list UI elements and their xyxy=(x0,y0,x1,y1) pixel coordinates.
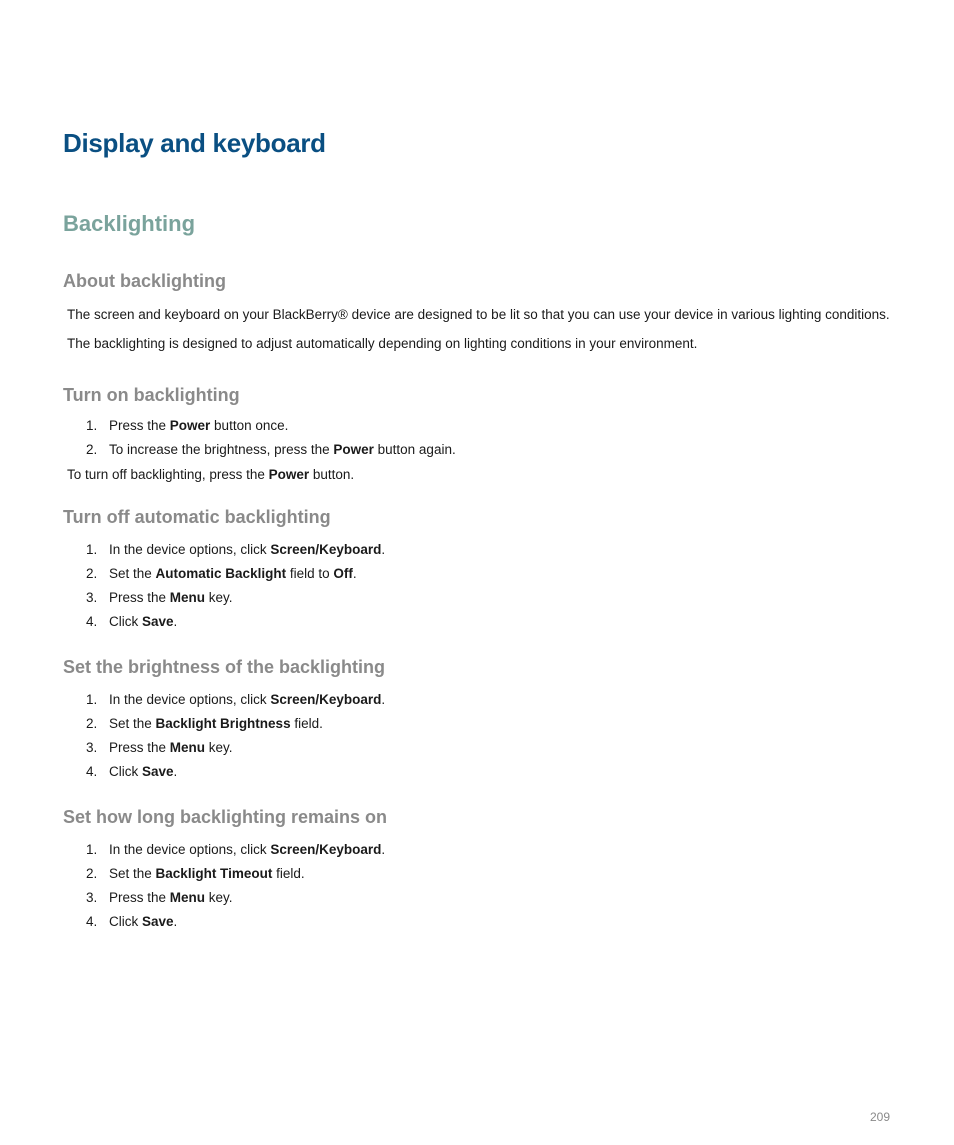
note-text-end: button. xyxy=(309,467,355,482)
step-text: . xyxy=(173,914,178,929)
step-item xyxy=(86,538,385,562)
step-number: 3. xyxy=(86,740,98,755)
step-bold: Off xyxy=(333,566,353,581)
step-number: 1. xyxy=(86,542,98,557)
step-item xyxy=(86,760,385,784)
step-text: Click xyxy=(109,614,142,629)
step-item xyxy=(86,688,385,712)
step-bold: Save xyxy=(142,614,174,629)
step-text: Set the xyxy=(109,566,156,581)
step-bold: Menu xyxy=(169,740,206,755)
step-text: . xyxy=(173,614,178,629)
step-text: Press the xyxy=(109,740,170,755)
page-title: Display and keyboard xyxy=(63,128,326,158)
step-text: Set the xyxy=(109,866,156,881)
step-number: 3. xyxy=(86,890,98,905)
step-item xyxy=(86,838,385,862)
brightness-steps xyxy=(86,688,385,784)
step-text: In the device options, click xyxy=(109,842,271,857)
step-text: . xyxy=(381,542,386,557)
step-text: Press the xyxy=(109,590,170,605)
step-text: field. xyxy=(272,866,305,881)
step-text: Click xyxy=(109,764,142,779)
timeout-heading: Set how long backlighting remains on xyxy=(63,807,388,827)
about-heading: About backlighting xyxy=(63,271,226,291)
turn-on-steps xyxy=(86,414,456,462)
step-text: In the device options, click xyxy=(109,692,271,707)
step-text: To increase the brightness, press the xyxy=(109,442,334,457)
brightness-heading: Set the brightness of the backlighting xyxy=(63,657,386,677)
step-number: 2. xyxy=(86,566,98,581)
step-text: Press the xyxy=(109,890,170,905)
step-text: field. xyxy=(290,716,323,731)
step-item xyxy=(86,886,385,910)
step-number: 2. xyxy=(86,716,98,731)
step-text: button again. xyxy=(373,442,456,457)
step-text: In the device options, click xyxy=(109,542,271,557)
step-item xyxy=(86,610,385,634)
step-text: . xyxy=(381,692,386,707)
note-text: To turn off backlighting, press the xyxy=(67,467,269,482)
step-bold: Backlight Brightness xyxy=(155,716,291,731)
step-bold: Power xyxy=(169,418,211,433)
step-number: 4. xyxy=(86,764,98,779)
step-text: Set the xyxy=(109,716,156,731)
step-text: key. xyxy=(205,590,233,605)
step-number: 2. xyxy=(86,442,98,457)
step-bold: Screen/Keyboard xyxy=(270,542,382,557)
step-item xyxy=(86,910,385,934)
page-number: 209 xyxy=(869,1110,890,1124)
turn-off-auto-steps xyxy=(86,538,385,634)
step-bold: Save xyxy=(142,914,174,929)
step-number: 1. xyxy=(86,842,98,857)
note-bold: Power xyxy=(268,467,310,482)
step-text: Click xyxy=(109,914,142,929)
step-text: . xyxy=(173,764,178,779)
step-bold: Backlight Timeout xyxy=(155,866,273,881)
about-paragraph-2: The backlighting is designed to adjust automatically depending on lighting conditions in your environment. xyxy=(67,336,698,351)
step-number: 1. xyxy=(86,692,98,707)
step-item xyxy=(86,712,385,736)
step-text: Press the xyxy=(109,418,170,433)
step-item xyxy=(86,736,385,760)
turn-off-auto-heading: Turn off automatic backlighting xyxy=(63,507,331,527)
step-bold: Menu xyxy=(169,590,206,605)
step-bold: Screen/Keyboard xyxy=(270,692,382,707)
section-heading: Backlighting xyxy=(63,211,196,236)
step-number: 1. xyxy=(86,418,98,433)
step-text: key. xyxy=(205,740,233,755)
step-item xyxy=(86,438,456,462)
step-bold: Save xyxy=(142,764,174,779)
about-paragraph-1: The screen and keyboard on your BlackBerry® device are designed to be lit so that you can use your device in various lighting conditions. xyxy=(67,307,890,322)
step-item xyxy=(86,586,385,610)
step-item xyxy=(86,862,385,886)
step-text: . xyxy=(352,566,357,581)
step-text: button once. xyxy=(210,418,289,433)
step-number: 4. xyxy=(86,914,98,929)
step-bold: Menu xyxy=(169,890,206,905)
turn-on-heading: Turn on backlighting xyxy=(63,385,240,405)
step-bold: Power xyxy=(333,442,374,457)
turn-off-note xyxy=(67,467,354,482)
timeout-steps xyxy=(86,838,385,934)
step-number: 3. xyxy=(86,590,98,605)
step-item xyxy=(86,414,456,438)
step-text: key. xyxy=(205,890,233,905)
step-text: . xyxy=(381,842,386,857)
step-item xyxy=(86,562,385,586)
step-bold: Screen/Keyboard xyxy=(270,842,382,857)
step-number: 4. xyxy=(86,614,98,629)
step-bold: Automatic Backlight xyxy=(155,566,287,581)
step-number: 2. xyxy=(86,866,98,881)
step-text: field to xyxy=(286,566,334,581)
